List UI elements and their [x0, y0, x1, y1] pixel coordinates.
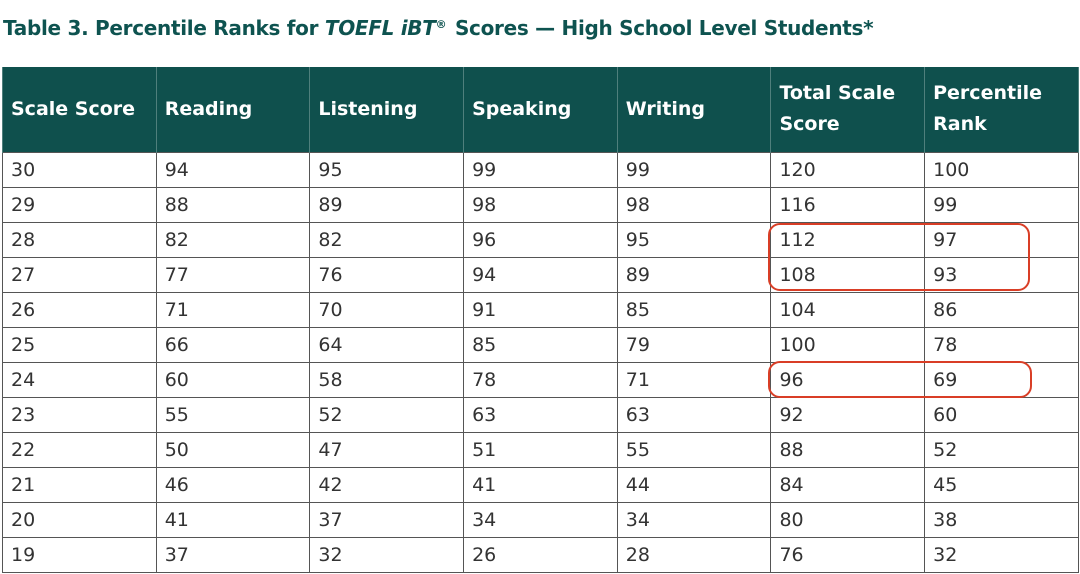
cell-scale-score: 30 — [3, 152, 157, 187]
cell-percentile-rank: 99 — [925, 187, 1079, 222]
cell-speaking: 41 — [464, 467, 618, 502]
cell-writing: 63 — [617, 397, 771, 432]
cell-writing: 89 — [617, 257, 771, 292]
cell-writing: 28 — [617, 537, 771, 572]
cell-speaking: 26 — [464, 537, 618, 572]
cell-reading: 55 — [156, 397, 310, 432]
title-test-name: TOEFL iBT — [324, 16, 436, 40]
cell-reading: 37 — [156, 537, 310, 572]
cell-speaking: 91 — [464, 292, 618, 327]
cell-scale-score: 28 — [3, 222, 157, 257]
cell-writing: 99 — [617, 152, 771, 187]
cell-writing: 71 — [617, 362, 771, 397]
cell-speaking: 51 — [464, 432, 618, 467]
cell-reading: 60 — [156, 362, 310, 397]
cell-percentile-rank: 52 — [925, 432, 1079, 467]
cell-scale-score: 19 — [3, 537, 157, 572]
cell-reading: 94 — [156, 152, 310, 187]
title-suffix: Scores — High School Level Students* — [448, 16, 874, 40]
cell-total-scale-score: 104 — [771, 292, 925, 327]
cell-percentile-rank: 93 — [925, 257, 1079, 292]
header-listening: Listening — [310, 67, 464, 152]
header-total-scale-score: Total Scale Score — [771, 67, 925, 152]
cell-speaking: 78 — [464, 362, 618, 397]
cell-scale-score: 22 — [3, 432, 157, 467]
table-row — [3, 292, 1079, 327]
cell-listening: 42 — [310, 467, 464, 502]
cell-speaking: 94 — [464, 257, 618, 292]
cell-speaking: 96 — [464, 222, 618, 257]
table-row — [3, 327, 1079, 362]
table-row — [3, 152, 1079, 187]
cell-total-scale-score: 84 — [771, 467, 925, 502]
cell-percentile-rank: 100 — [925, 152, 1079, 187]
table-row — [3, 397, 1079, 432]
cell-percentile-rank: 45 — [925, 467, 1079, 502]
cell-percentile-rank: 86 — [925, 292, 1079, 327]
cell-reading: 66 — [156, 327, 310, 362]
cell-listening: 32 — [310, 537, 464, 572]
cell-reading: 77 — [156, 257, 310, 292]
cell-speaking: 34 — [464, 502, 618, 537]
table-row — [3, 432, 1079, 467]
cell-total-scale-score: 108 — [771, 257, 925, 292]
cell-listening: 47 — [310, 432, 464, 467]
table-row — [3, 502, 1079, 537]
percentile-table — [2, 67, 1079, 573]
cell-scale-score: 21 — [3, 467, 157, 502]
cell-total-scale-score: 100 — [771, 327, 925, 362]
table-row — [3, 467, 1079, 502]
cell-percentile-rank: 32 — [925, 537, 1079, 572]
cell-scale-score: 29 — [3, 187, 157, 222]
cell-listening: 76 — [310, 257, 464, 292]
cell-reading: 71 — [156, 292, 310, 327]
cell-listening: 82 — [310, 222, 464, 257]
title-prefix: Table 3. Percentile Ranks for — [3, 16, 325, 40]
cell-scale-score: 23 — [3, 397, 157, 432]
cell-total-scale-score: 88 — [771, 432, 925, 467]
cell-speaking: 63 — [464, 397, 618, 432]
cell-percentile-rank: 97 — [925, 222, 1079, 257]
cell-reading: 50 — [156, 432, 310, 467]
cell-listening: 52 — [310, 397, 464, 432]
cell-speaking: 99 — [464, 152, 618, 187]
cell-speaking: 98 — [464, 187, 618, 222]
cell-percentile-rank: 38 — [925, 502, 1079, 537]
header-speaking: Speaking — [464, 67, 618, 152]
cell-listening: 89 — [310, 187, 464, 222]
cell-reading: 82 — [156, 222, 310, 257]
cell-scale-score: 20 — [3, 502, 157, 537]
cell-scale-score: 25 — [3, 327, 157, 362]
cell-total-scale-score: 76 — [771, 537, 925, 572]
cell-listening: 70 — [310, 292, 464, 327]
cell-total-scale-score: 96 — [771, 362, 925, 397]
cell-percentile-rank: 78 — [925, 327, 1079, 362]
cell-listening: 95 — [310, 152, 464, 187]
cell-writing: 55 — [617, 432, 771, 467]
registered-mark: ® — [435, 18, 447, 31]
cell-writing: 34 — [617, 502, 771, 537]
table-row — [3, 362, 1079, 397]
cell-scale-score: 24 — [3, 362, 157, 397]
cell-listening: 37 — [310, 502, 464, 537]
table-header-row — [3, 67, 1079, 152]
table-title — [3, 16, 873, 40]
header-reading: Reading — [156, 67, 310, 152]
cell-listening: 58 — [310, 362, 464, 397]
cell-reading: 41 — [156, 502, 310, 537]
table-row — [3, 257, 1079, 292]
cell-reading: 46 — [156, 467, 310, 502]
table-row — [3, 537, 1079, 572]
cell-writing: 44 — [617, 467, 771, 502]
cell-percentile-rank: 60 — [925, 397, 1079, 432]
table-row — [3, 222, 1079, 257]
cell-writing: 95 — [617, 222, 771, 257]
cell-listening: 64 — [310, 327, 464, 362]
cell-writing: 98 — [617, 187, 771, 222]
cell-writing: 79 — [617, 327, 771, 362]
table-row — [3, 187, 1079, 222]
cell-percentile-rank: 69 — [925, 362, 1079, 397]
cell-writing: 85 — [617, 292, 771, 327]
cell-total-scale-score: 112 — [771, 222, 925, 257]
cell-total-scale-score: 92 — [771, 397, 925, 432]
cell-scale-score: 27 — [3, 257, 157, 292]
cell-speaking: 85 — [464, 327, 618, 362]
cell-total-scale-score: 80 — [771, 502, 925, 537]
cell-reading: 88 — [156, 187, 310, 222]
cell-total-scale-score: 116 — [771, 187, 925, 222]
cell-scale-score: 26 — [3, 292, 157, 327]
cell-total-scale-score: 120 — [771, 152, 925, 187]
header-writing: Writing — [617, 67, 771, 152]
header-percentile-rank: Percentile Rank — [925, 67, 1079, 152]
header-scale-score: Scale Score — [3, 67, 157, 152]
